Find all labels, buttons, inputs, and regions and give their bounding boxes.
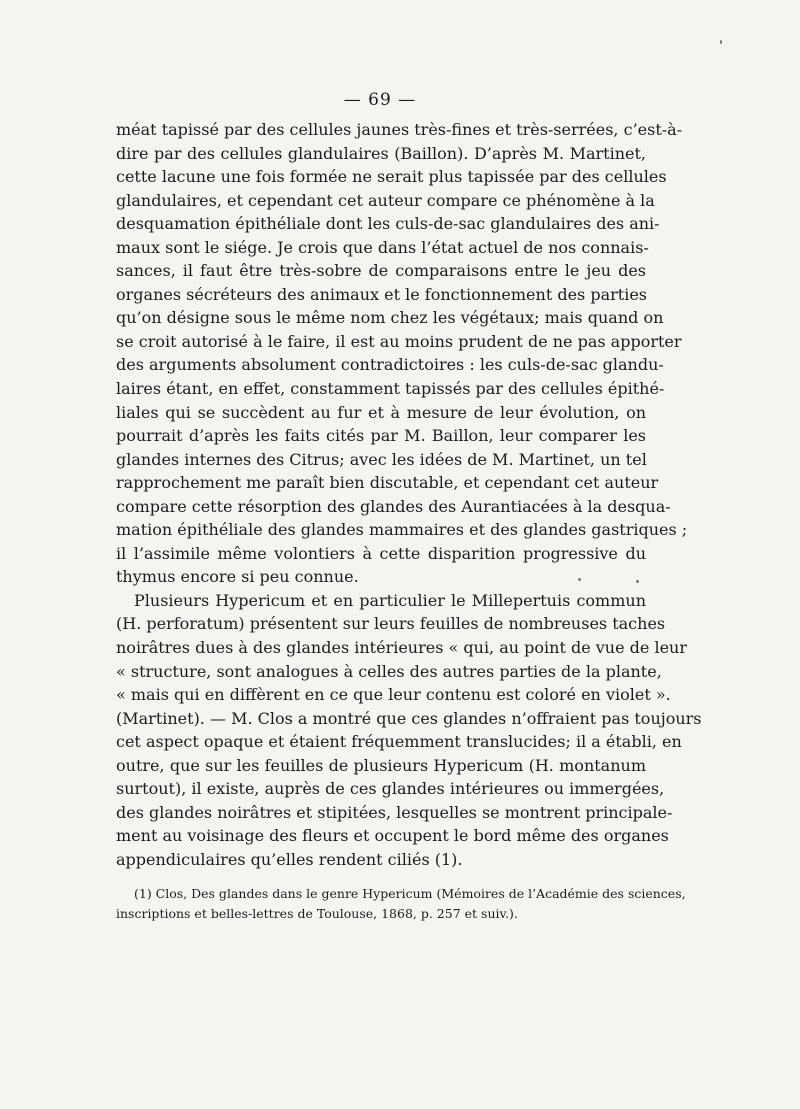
text-line: « structure, sont analogues à celles des autres parties de la plante,	[116, 661, 662, 681]
text-line: se croit autorisé à le faire, il est au moins prudent de ne pas apporter	[116, 331, 682, 351]
text-line: mation épithéliale des glandes mammaires et des glandes gastriques ;	[116, 520, 688, 540]
text-line: il l’assimile même volontiers à cette disparition progressive du	[116, 543, 646, 563]
text-line: glandulaires, et cependant cet auteur compare ce phénomène à la	[116, 190, 655, 210]
paper-speck	[578, 578, 581, 581]
footnote-line: inscriptions et belles-lettres de Toulouse, 1868, p. 257 et suiv.).	[116, 906, 518, 921]
text-line: rapprochement me paraît bien discutable, et cependant cet auteur	[116, 473, 659, 493]
text-line: laires étant, en effet, constamment tapissés par des cellules épithé-	[116, 379, 665, 399]
paper-speck	[636, 580, 639, 583]
body-text	[116, 118, 702, 872]
text-line: sances, il faut être très-sobre de comparaisons entre le jeu des	[116, 261, 646, 281]
text-line: dire par des cellules glandulaires (Baillon). D’après M. Martinet,	[116, 143, 646, 163]
text-line: cette lacune une fois formée ne serait plus tapissée par des cellules	[116, 167, 667, 187]
text-line: glandes internes des Citrus; avec les idées de M. Martinet, un tel	[116, 449, 647, 469]
text-line: (H. perforatum) présentent sur leurs feuilles de nombreuses taches	[116, 614, 666, 634]
text-line: liales qui se succèdent au fur et à mesure de leur évolution, on	[116, 402, 646, 422]
text-line: « mais qui en diffèrent en ce que leur contenu est coloré en violet ».	[116, 685, 671, 705]
paragraph-end-line: appendiculaires qu’elles rendent ciliés (1).	[116, 849, 463, 869]
text-line: surtout), il existe, auprès de ces glandes intérieures ou immergées,	[116, 779, 665, 799]
text-line: pourrait d’après les faits cités par M. Baillon, leur comparer les	[116, 426, 646, 446]
text-line: des glandes noirâtres et stipitées, lesquelles se montrent principale-	[116, 802, 673, 822]
text-line: compare cette résorption des glandes des Aurantiacées à la desqua-	[116, 496, 671, 516]
footnote-line: (1) Clos, Des glandes dans le genre Hypericum (Mémoires de l’Académie des sciences,	[134, 886, 686, 901]
text-line: ment au voisinage des fleurs et occupent le bord même des organes	[116, 826, 669, 846]
text-line: des arguments absolument contradictoires : les culs-de-sac glandu-	[116, 355, 664, 375]
paper-speck	[720, 40, 722, 44]
text-line: noirâtres dues à des glandes intérieures « qui, au point de vue de leur	[116, 638, 687, 658]
text-line: méat tapissé par des cellules jaunes très-fines et très-serrées, c’est-à-	[116, 120, 683, 139]
text-line: organes sécréteurs des animaux et le fonctionnement des parties	[116, 284, 647, 304]
text-line: desquamation épithéliale dont les culs-de-sac glandulaires des ani-	[116, 214, 660, 234]
text-line: maux sont le siége. Je crois que dans l’état actuel de nos connais-	[116, 237, 649, 257]
paragraph-end-line: thymus encore si peu connue.	[116, 567, 359, 587]
text-line: (Martinet). — M. Clos a montré que ces glandes n’offraient pas toujours	[116, 708, 702, 728]
text-line: qu’on désigne sous le même nom chez les végétaux; mais quand on	[116, 308, 664, 328]
paragraph-start-line: Plusieurs Hypericum et en particulier le Millepertuis commun	[134, 590, 646, 610]
footnote	[116, 884, 686, 924]
text-line: cet aspect opaque et étaient fréquemment translucides; il a établi, en	[116, 732, 682, 752]
page-number: — 69 —	[343, 90, 417, 110]
text-line: outre, que sur les feuilles de plusieurs Hypericum (H. montanum	[116, 755, 646, 775]
